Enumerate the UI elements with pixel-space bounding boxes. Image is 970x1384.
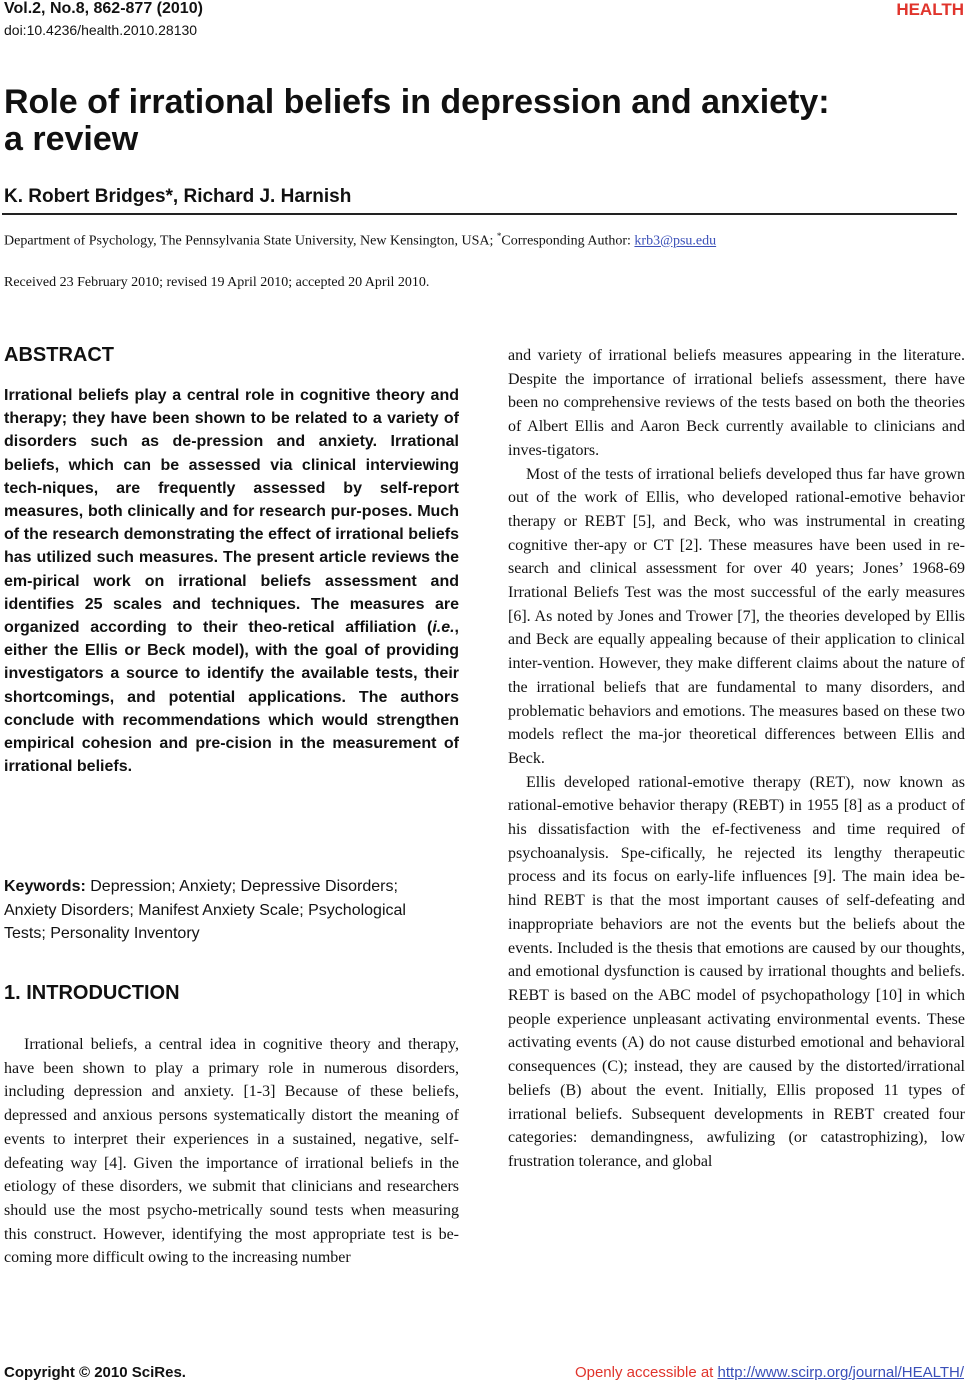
abstract-text-part-2: , either the Ellis or Beck model), with the goal of providing investigators a source to identify the available tests, their shortcomings, and potential applications. The authors conclude with recommendations which would strengthen empirical cohesion and pre-cision in the measurement of irrational beliefs. — [4, 619, 459, 776]
corresponding-label: Corresponding Author: — [501, 233, 635, 249]
copyright: Copyright © 2010 SciRes. — [4, 1364, 186, 1381]
volume-info: Vol.2, No.8, 862-877 (2010) — [4, 0, 203, 17]
keywords — [4, 875, 444, 946]
open-access-label: Openly accessible at — [574, 1364, 718, 1381]
paragraph-continued: and variety of irrational beliefs measures appearing in the literature. Despite the importance of irrational beliefs assessment, there have been no comprehensive reviews of the tests based on both the theories of Albert Ellis and Aaron Beck currently available to clinicians and inves-tigators. — [508, 347, 965, 459]
authors: K. Robert Bridges*, Richard J. Harnish — [4, 186, 352, 207]
paragraph-3: Ellis developed rational-emotive therapy (RET), now known as rational-emotive behavior therapy (REBT) in 1955 [8] as a product of his dissatisfaction with the ef-fectiveness and time required of psychoanalysis. Spe-cifically, he rejected its lengthy therapeutic process and its focus on early-life influences [9]. The main idea be-hind REBT is that the most important causes of self-defeating and inappropriate behaviors are not the events but the beliefs about the events. Included is the thesis that emotions are caused by our thoughts, and emotional dysfunction is caused by irrational thoughts and beliefs. REBT is based on the ABC model of psychopathology [10] in which people experience unpleasant activating environmental events. These activating events (A) do not cause disturbed emotional and behavioral consequences (C); instead, they are caused by the distorted/irrational beliefs (B) about the event. Initially, Ellis proposed 11 types of irrational beliefs. Subsequent developments in REBT created four categories: demandingness, awfulizing (or catastrophizing), low frustration tolerance, and global — [508, 773, 965, 1170]
abstract-text — [4, 384, 459, 778]
title-line-1: Role of irrational beliefs in depression and anxiety: — [4, 83, 830, 121]
journal-url-link[interactable]: http://www.scirp.org/journal/HEALTH/ — [717, 1364, 964, 1381]
right-column — [508, 344, 965, 1174]
abstract-heading: ABSTRACT — [4, 344, 114, 366]
email-link[interactable]: krb3@psu.edu — [634, 233, 717, 249]
journal-name: HEALTH — [896, 0, 964, 19]
introduction-paragraph: Irrational beliefs, a central idea in cognitive theory and therapy, have been shown to play a primary role in numerous disorders, including depression and anxiety. [1-3] Because of these beliefs, depressed and anxious persons systematically distort the meaning of events to interpret their experiences in a sustained, negative, self-defeating way [4]. Given the importance of irrational beliefs in the etiology of these disorders, we submit that clinicians and researchers should use the most psycho-metrically sound tests when measuring this construct. However, identifying the most appropriate test is be-coming more difficult owing to the increasing number — [4, 1036, 459, 1267]
paragraph-2: Most of the tests of irrational beliefs developed thus far have grown out of the work of Ellis, who developed rational-emotive behavior therapy or REBT [5], and Beck, who was instrumental in creating cognitive ther-apy or CT [2]. These measures have been used in re-search and clinical assessment for over 40 years; Jones’ 1968-69 Irrational Beliefs Test was the most successful of the early measures [6]. As noted by Jones and Trower [7], the theories developed by Ellis and Beck are equally appealing because of their application to clinical inter-vention. However, they make different claims about the nature of the irrational beliefs that are fundamental to many disorders, and problematic behaviors and emotions. The measures based on these two models reflect the ma-jor theoretical differences between Ellis and Beck. — [508, 465, 965, 767]
affiliation — [4, 231, 716, 250]
title-line-2: a review — [4, 120, 139, 158]
keywords-label: Keywords: — [4, 878, 86, 895]
received-dates: Received 23 February 2010; revised 19 April 2010; accepted 20 April 2010. — [4, 275, 430, 290]
corresponding-star: * — [496, 231, 502, 241]
introduction-heading: 1. INTRODUCTION — [4, 982, 180, 1004]
paper-title — [4, 84, 944, 158]
keywords-list: Depression; Anxiety; Depressive Disorders; Anxiety Disorders; Manifest Anxiety Scale; Psychological Tests; Personality Inventory — [4, 878, 406, 942]
abstract-text-part-1: Irrational beliefs play a central role in cognitive theory and therapy; they have been shown to be related to a variety of disorders such as de-pression and anxiety. Irrational beliefs, which can be assessed via clinical interviewing tech-niques, are frequently assessed by self-report measures, both clinically and for research pur-poses. Much of the research demonstrating the effect of irrational beliefs has utilized such measures. The present article reviews the em-pirical work on irrational beliefs assessment and identifies 25 scales and techniques. The measures are organized according to their theo-retical affiliation ( — [4, 387, 459, 637]
doi: doi:10.4236/health.2010.28130 — [4, 22, 198, 38]
affiliation-text: Department of Psychology, The Pennsylvania State University, New Kensington, USA; — [4, 233, 497, 249]
open-access — [575, 1364, 964, 1381]
title-rule — [2, 213, 957, 215]
abstract-ie: i.e. — [432, 619, 455, 637]
